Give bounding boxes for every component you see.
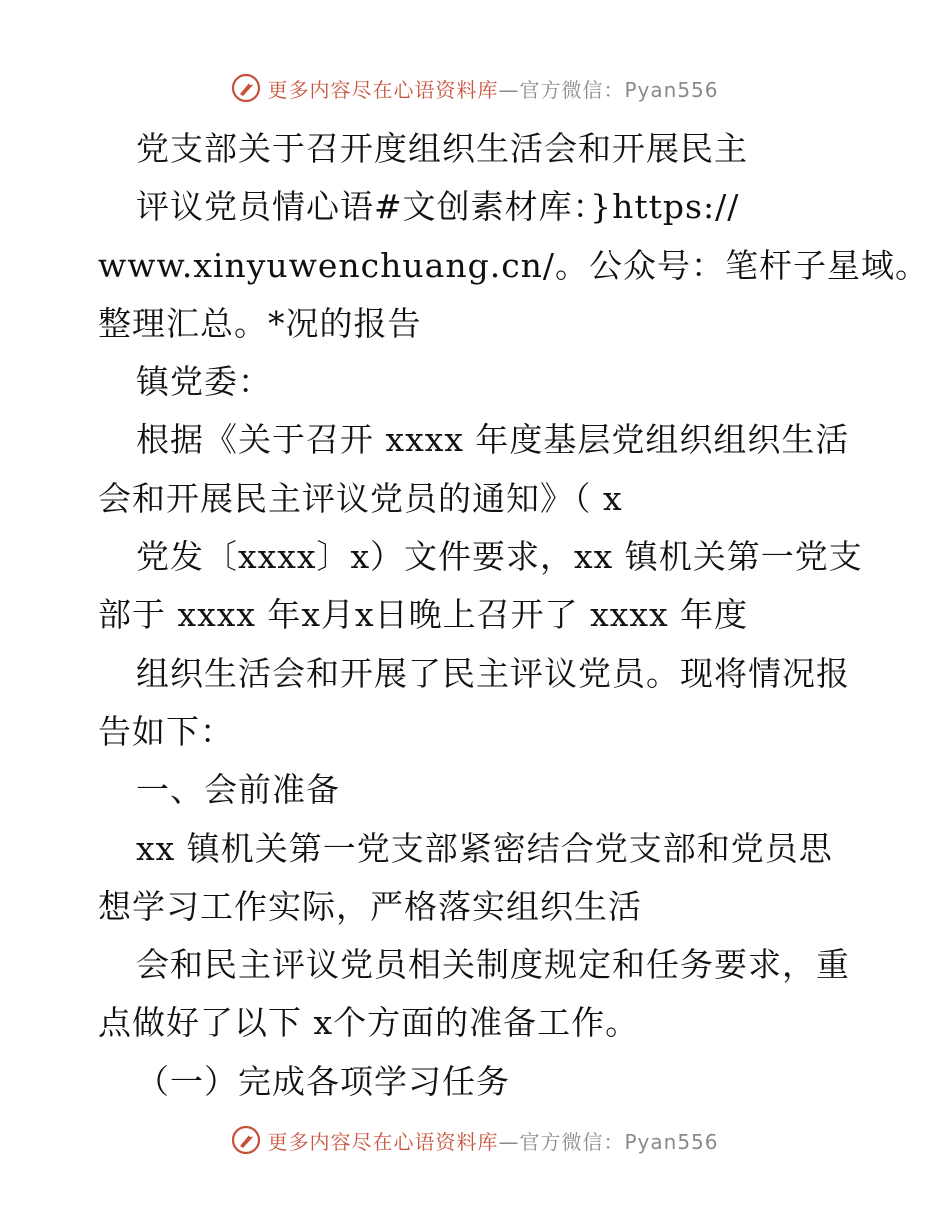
section-heading: 一、会前准备 xyxy=(136,770,340,810)
banner-text: 更多内容尽在心语资料库—官方微信：Pyan556 xyxy=(267,1129,719,1154)
doc-title-line-1: 党支部关于召开度组织生活会和开展民主 xyxy=(136,129,748,168)
header-watermark-banner xyxy=(0,68,950,108)
doc-title-line-2: 评议党员情心语#文创素材库：}https:// xyxy=(136,187,740,227)
pen-nib-seal-icon xyxy=(231,73,261,103)
body-line: xx 镇机关第一党支部紧密结合党支部和党员思 xyxy=(136,828,833,868)
body-line: 点做好了以下 x个方面的准备工作。 xyxy=(98,1003,640,1043)
body-line: 想学习工作实际，严格落实组织生活 xyxy=(98,886,642,926)
body-line: 根据《关于召开 xxxx 年度基层党组织组织生活 xyxy=(136,420,850,460)
subsection-heading: （一）完成各项学习任务 xyxy=(136,1061,510,1101)
body-line: 组织生活会和开展了民主评议党员。现将情况报 xyxy=(136,653,850,693)
pen-nib-seal-icon xyxy=(231,1125,261,1155)
body-line: 告如下： xyxy=(98,711,234,751)
body-line: 会和开展民主评议党员的通知》（ x xyxy=(98,478,623,518)
body-line: 会和民主评议党员相关制度规定和任务要求，重 xyxy=(136,945,850,985)
banner-text: 更多内容尽在心语资料库—官方微信：Pyan556 xyxy=(267,77,719,102)
body-line: 党发〔xxxx〕x）文件要求，xx 镇机关第一党支 xyxy=(136,537,863,577)
body-line: 部于 xxxx 年x月x日晚上召开了 xxxx 年度 xyxy=(98,595,749,635)
doc-title-line-3: www.xinyuwenchuang.cn/。公众号：笔杆子星域。 xyxy=(98,245,930,285)
salutation: 镇党委： xyxy=(136,362,272,402)
document-body xyxy=(98,120,930,1111)
doc-title-line-4: 整理汇总。*况的报告 xyxy=(98,303,422,343)
footer-watermark-banner xyxy=(0,1120,950,1160)
